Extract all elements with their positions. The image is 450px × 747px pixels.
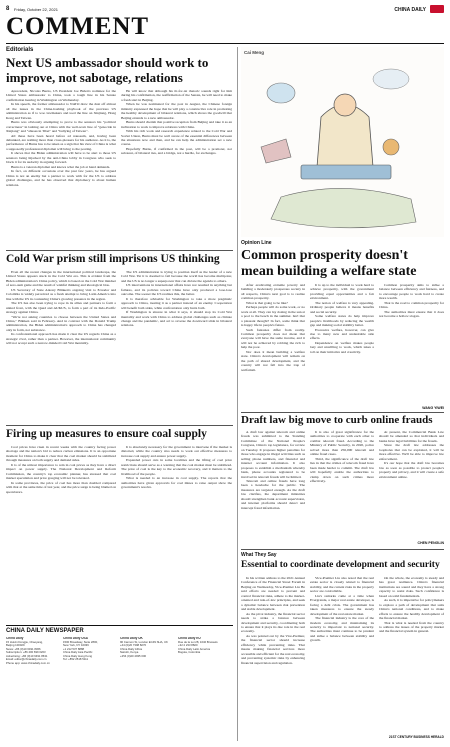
divider [241,412,444,413]
issue-date: Friday, October 22, 2021 [14,7,58,12]
opinion-headline: Common prosperity doesn't mean building a welfare state [241,248,417,279]
editorial-2-headline: Cold War prism still imprisons US thinking [6,253,220,265]
draft-law-headline: Draft law big move to curb online frauds [241,414,433,426]
divider [6,250,233,251]
what-they-say-col-3: On the whole, the economy is steady and has great resilience. China's financial institutions are sound and they have a strong capacity to resist risks. Such confidence is based on solid fundamentals. As such, it is imperative for policymakers to explore a path of development that suits China's national conditions, and to make efforts to ensure the healthy development of the financial market. That is what is needed from the country to address the issues of the property market and the financial system in general. [379,576,444,634]
editorial-1-col-1: Aprecedent, Nicolas Burns, US President Joe Biden's nominee for the United States ambassador to China, took a tough line in his Senate confirmation hearing in Washington on Wednesday. In his speech, the former ambassador to NATO drew the dust off almost all the issues in the China-bashing playbook of the previous US administration as if to woo lawmakers and toed the line on Xinjiang, Hong Kong and Taiwan. Burns was obviously attempting to prove to the senators his "political correctness" in lashing out at China with the well-worn line of "genocide in Xinjiang" and "abuses in Tibet" and "bullying of Taiwan". All these have been heard before ad nauseam, and, having been debunked, are nothing more than cross-pleasers for his audience. As it is, the performance of Burns has to be taken as a sign that his view of China is what a supposedly professional diplomat will bring to the posting. It shows that the Biden administration will have to be alert to those US senators being hijacked by the anti-China lobby in Congress who seek to block it for its audacity in arguing forward. Burns is a veteran diplomat and knows what the job at hand demands. In fact, on different occasions over the past few years, he has argued China is not an enemy but a partner to work with for the US to address global challenges, and he has observed that diplomacy is about human relations. [6,89,116,187]
footer-title: CHINA DAILY NEWSPAPER [6,628,84,634]
cartoon-drawing [241,47,444,237]
opinion-col-2: It is up to the individual to work hard to achieve prosperity, with the government providing equal opportunities and a fair environment. The notion of welfare is very appealing. Ordinary people believe it means benefits and social security. Some welfare states do help improve people's livelihoods by reducing the wealth gap and making social stability better. Excessive welfare, however, can give rise to many new and undesirable side effects. Dependence on welfare makes people lazy and unwilling to work, which takes a toll on their initiative and creativity. [310,283,374,354]
cartoon-credit: Cai Meng [244,50,265,55]
editorial-3-col-2: It is absolutely necessary for the government to intervene if the market is distorted, while the country also needs to work out effective measures to increase coal supply and ensure power supply. Expanded power cuts in some localities and the lifting of coal price restrictions should serve as a warning that the coal market must be stabilized. The price of coal is the key to the economic recovery, and it matters to the livelihood of the people. What is needed is an increase in coal supply. The reports that the authorities have given approvals for coal mines to raise output show the government's resolve. [121,445,232,490]
page-number: 8 [6,6,10,12]
opinion-label: Opinion Line [241,240,272,246]
footer-col-3: China Daily UK 90 Cannon St, London EC4N 6HA, UK +44 (0)20 7398 8270 China Daily Africa Nairobi, Kenya +254 (0)20 4935 000 [120,637,168,658]
draft-law-col-1: A draft law against telecom and online frauds was submitted to the Standing Committee of the National People's Congress, China's top legislature, for review on Tuesday. It proposes higher penalties for those who engage in illegal activities such as selling phone numbers, and financial and internet account information. It also proposes to establish a mechanism whereby bank, phone accounts registered to be involved in telecom frauds will be limited. Telecom and online frauds have long been a headache for the public. The measures are targeted enough. As the draft law clarifies, the department ministries should strengthen bank account supervision, and internet platforms should detect and intercept fraud information. [241,430,305,510]
editorial-1-col-2: He will know that although his tit-for-tat rhetoric sounds right for him during his confirmation, the reaffirmation of the Senate, he will need to make a fresh start in Beijing. When he was nominated for the post in August, the Chinese foreign ministry expressed the hope that he will play a constructive role in promoting the healthy development of bilateral relations, which shows the goodwill that Beijing extends to a new ambassador. Burns should cherish that positive reception from Beijing and take it as an inclination to work to improve relations with China. With his rich work and research experience related to the Cold War and Soviet Union, Burns must be well aware of the essential differences between the situations now and then, and he can help the administration set a new course. Hopefully Burns, if confirmed in the post, will be a promoter, not saboteur, of bilateral ties, and a bridge, not a hurdle, for exchanges. [121,89,232,156]
editorial-3-headline: Firing up measures to ensure coal supply [6,428,207,440]
editorial-3-col-1: Coal prices have risen in recent weeks with the country facing power shortage and the nation's bid to reduce carbon emissions. It is an opportune moment for China to make it clear that the coal market should be stabilized through measures on both supply and demand sides. It is of the utmost importance to rein in coal prices as they have a direct impact on power supply. The National Development and Reform Commission, the country's top economic planner, has stressed that coal market speculation and price gouging will not be tolerated. In some provinces, the price of coal has more than doubled compared with that at the same time of last year, and the price surge is being blamed on speculators. [6,445,116,494]
footer-rule [6,625,233,626]
masthead: CHINA DAILY [394,6,426,13]
editorial-2-col-1: Even all the recent changes in the international political landscape, the United States appears stuck in the Cold War era. This is evident from the Biden administration's China policy, which is based on the Cold War mindset of zero-sum game and the result of wishful thinking and ideological bias. US Secretary of State Antony Blinken's ongoing visit to Ecuador and Colombia is widely perceived as a fresh attempt to bring Latin America into line with the US in countering China's growing presence in the region. The US has also been trying to rope in its allies and partners to form a united front, with the Quad and AUKUS, to form a part of its Indo-Pacific strategy against China. "We're not asking countries to choose between the United States and China," Blinken said in February. And in contrast with the Donald Trump administration, the Biden administration's approach to China has changed only in form, not substance. Its confrontational approach has made it clear the US regards China as a strategic rival, rather than a partner. However, the international community will not accept such a narrow-minded Cold War mentality. [6,270,116,346]
footer-col-1: China Daily 15 Huixin Dongjie, Chaoyang, Beijing 100029 News: +86 (0)10 6491 8366 Subscription: +86 400 699 0203 Advertising: +86 (0)10 6491 8631 Email: editor@chinadaily.com.cn Phone app: www.chinadaily.com.cn [6,637,50,665]
draft-law-col-3: At present, the Commercial Bank Law should be amended so that individuals and banks have legal liabilities for the frauds. Since the draft law addresses the loopholes that can be exploited, it will be more effective. We'll be able to improve law enforcement. It's our hope that the draft law becomes law as soon as possible to protect people's property and privacy, and it will create a safe environment online. [379,430,444,479]
what-they-say-label: What They Say [241,552,277,558]
what-they-say-byline: 21ST CENTURY BUSINESS HERALD [388,735,444,739]
what-they-say-col-1: In his written address to the 2021 Annual Conference of the Financial Street Forum in Beijing on Wednesday, Vice-Premier Liu He said efforts are needed to prevent and control financial risks, adhere to the market-oriented and rule-of-law principles, and seek a dynamic balance between risk prevention and stable development. As the pivot industry, the financial sector needs to strike a balance between development and security, coordinating both to ensure that it plays its due role in the real economy. As was pointed out by the Vice-Premier, the financial sector should increase efficiency while preventing risks. That means making financial services more accessible and efficient for the real economy, and preventing systemic risks by enhancing financial supervision and regulation. [241,576,305,665]
divider [6,425,233,426]
column-separator [237,47,238,741]
editorials-label: Editorials [6,47,34,53]
footer-col-2: China Daily USA 1500 Broadway, Suite 2800, New York, NY 10036 +1 212 537 8888 China Daily Asia Pacific China Daily Hong Kong Tel: +852 2518 5111 [63,637,98,661]
editorial-2-col-2: The US administration is trying to position itself as the leader of a new Cold War. Yet it is doomed to fail because the world has become multipolar, and the US is no longer a superpower that can dictate the agenda to others. US interventions in international affairs have not resulted in anything but failures, and its policies toward China have only produced a lose-lose outcome. The sooner the US realizes this, the better. It is therefore advisable for Washington to take a more pragmatic approach to China, treating it as a partner instead of an enemy. Cooperation will benefit both sides, while confrontation only hurts both. If Washington is sincere in what it says, it should stop its Cold War mentality and work with China to address global challenges such as climate change and the pandemic, and act to reverse the downward slide in bilateral relations. [121,270,232,328]
what-they-say-col-2: Vice-Premier Liu also noted that the real estate sector is closely related to financial stability, and the current risks in the property sector are controllable. Liu's remarks came at a time when Evergrande, a major real estate developer, is facing a debt crisis. The government has taken measures to ensure the steady development of the real estate market. The financial industry is the core of the modern economy, and maintaining its security is important to national security. The authorities must continue to be prudent and strike a balance between stability and growth. [310,576,374,643]
header-rule [6,43,444,44]
draft-law-col-2: It is also of great significance for the authorities to cooperate with each other to combat telecom fraud. According to the Ministry of Public Security, in 2020, police solved more than 256,000 telecom and online fraud cases. Third, the significance of the draft law lies in that the crimes of telecom fraud have been made harder to commit. The draft law will hopefully enable the authorities to clamp down on such crimes more effectively. [310,430,374,483]
masthead-logo-icon [430,5,444,13]
opinion-byline: WANG YIWEI [422,406,444,410]
editorial-cartoon [241,47,444,237]
editorial-1-headline: Next US ambassador should work to improve, not sabotage, relations [6,55,209,85]
what-they-say-headline: Essential to coordinate development and security [241,560,440,570]
opinion-col-1: After eradicating extreme poverty and building a moderately prosperous society in all respects, China's next goal is to realize common prosperity. What is that going to be like? Perhaps people will do some work, or no work at all. They can lay dozing in the sun at a pool to the beach in the summer. Isn't that a pleasant thought? In fact, some think that is happy life in people's future. Such fantasies differ from reality. Common prosperity does not mean that everyone will have the same income, and it will not be achieved by robbing the rich to help the poor. Nor does it mean building a welfare state. China's development will remain on the path of shared development, and the country will not fall into the trap of welfarism. [241,283,305,372]
opinion-col-3: Common prosperity aims to strike a balance between efficiency and fairness, and to encourage people to work hard to create more wealth. That is the road to common prosperity for China. The authorities must ensure that it does not become a hollow slogan. [379,283,444,319]
section-title: COMMENT [6,13,150,40]
divider [241,549,444,550]
footer-col-4: China Daily EU Rue de la Loi 28, 1040 Brussels +32 2 233 8820 China Daily Latin America Bogota, Colombia [178,637,218,654]
draft-law-byline: CHEN PENGLIN [417,541,444,545]
